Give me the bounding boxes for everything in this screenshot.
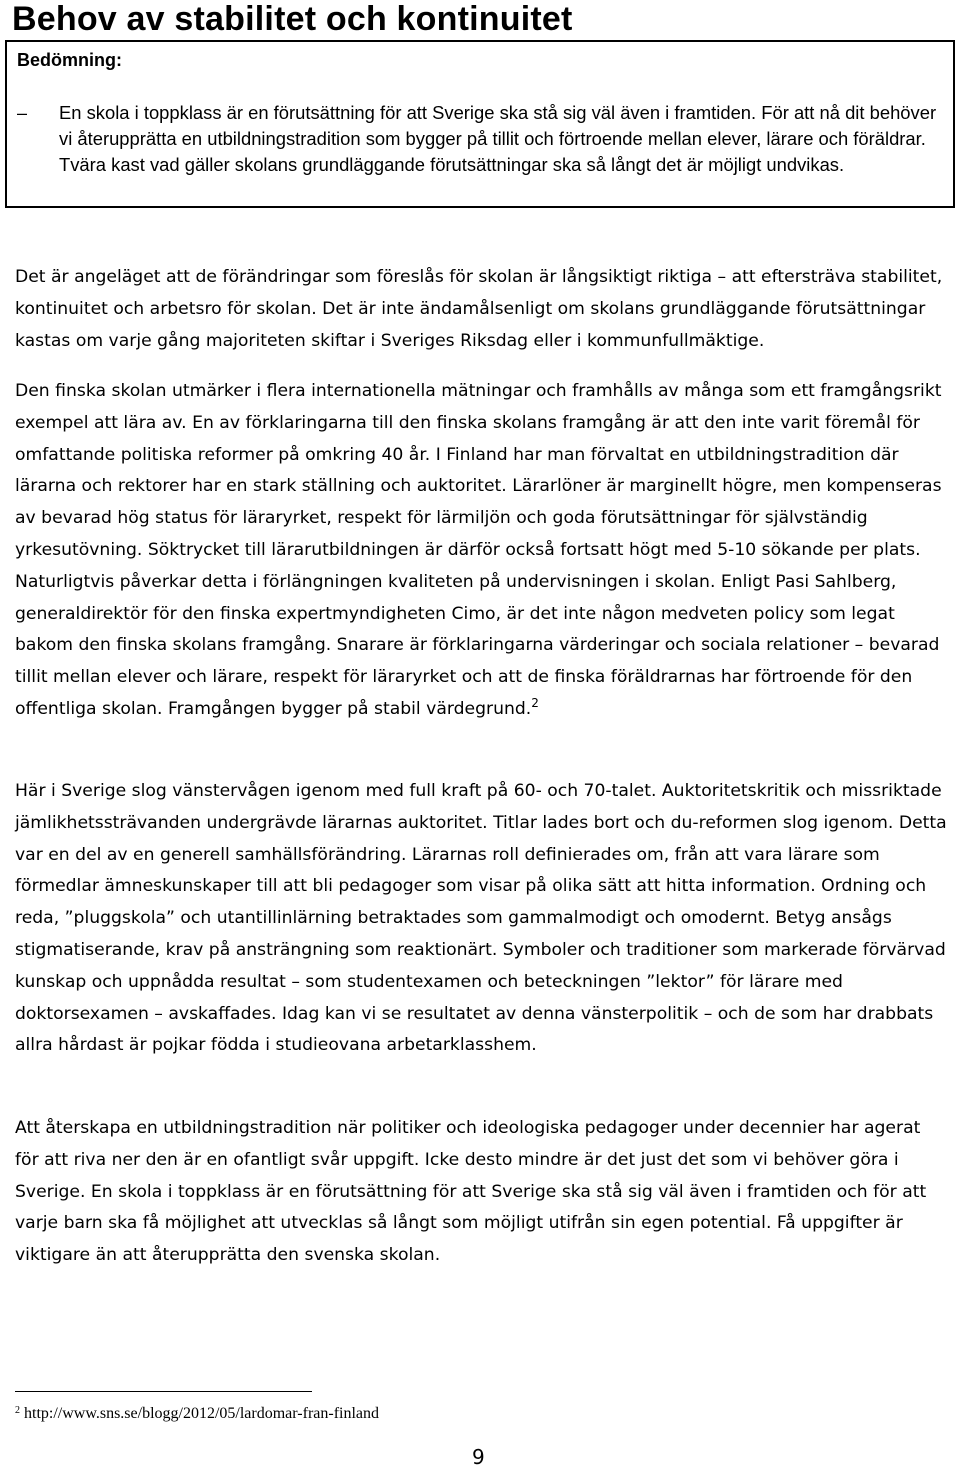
footnote-reference[interactable]: 2 [531, 695, 539, 710]
paragraph-stability: Det är angeläget att de förändringar som föreslås för skolan är långsiktigt riktiga – att eftersträva stabilitet, kontinuitet och arbetsro för skolan. Det är inte ändamålsenligt om skolans grundläggande förutsättningar kastas om varje gång majoriteten skiftar i Sveriges Riksdag eller i kommunfullmäktige. [15, 267, 943, 351]
assessment-text: En skola i toppklass är en förutsättning för att Sverige ska stå sig väl även i framtiden. För att nå dit behöver vi återupprätta en utbildningstradition som bygger på tillit och förtroende mellan elever, lärare och föräldrar. Tvära kast vad gäller skolans grundläggande förutsättningar ska så långt det är möjligt undvikas. [59, 102, 937, 175]
footnote-separator [15, 1391, 312, 1392]
section-heading: Behov av stabilitet och kontinuitet [12, 0, 573, 38]
assessment-box [5, 40, 955, 208]
paragraph-finnish-school [15, 376, 947, 726]
footnote [15, 1404, 379, 1424]
page-number: 9 [472, 1445, 485, 1469]
paragraph-finnish-school-text: Den finska skolan utmärker i flera internationella mätningar och framhålls av många som ett framgångsrikt exempel att lära av. En av förklaringarna till den finska skolans framgång är att den inte varit föremål för omfattande politiska reformer på omkring 40 år. I Finland har man förvaltat en utbildningstradition där lärarna och rektorer har en stark ställning och auktoritet. Lärarlöner är marginellt högre, men kompenseras av bevarad hög status för läraryrket, respekt för lärmiljön och goda förutsättningar för självständig yrkesutövning. Söktrycket till lärarutbildningen är därför också fortsatt högt med 5-10 sökande per plats. Naturligtvis påverkar detta i förlängningen kvaliteten på undervisningen i skolan. Enligt Pasi Sahlberg, generaldirektör för den finska expertmyndigheten Cimo, är det inte någon medveten policy som legat bakom den finska skolans framgång. Snarare är förklaringarna värderingar och sociala relationer – bevarad tillit mellan elever och lärare, respekt för läraryrket och att de finska föräldrarnas har förtroende för den offentliga skolan. Framgången bygger på stabil värdegrund. [15, 381, 942, 719]
assessment-title: Bedömning: [17, 50, 122, 70]
footnote-link[interactable]: http://www.sns.se/blogg/2012/05/lardomar-fran-finland [24, 1405, 380, 1422]
assessment-item [17, 100, 937, 178]
paragraph-conclusion: Att återskapa en utbildningstradition när politiker och ideologiska pedagoger under decennier har agerat för att riva ner den är en ofantligt svår uppgift. Icke desto mindre är det just det som vi behöver göra i Sverige. En skola i toppklass är en förutsättning för att Sverige ska stå sig väl även i framtiden och för att varje barn ska få möjlighet att utvecklas så långt som möjligt utifrån sin egen potential. Få uppgifter är viktigare än att återupprätta den svenska skolan. [15, 1118, 927, 1266]
footnote-number: 2 [15, 1405, 20, 1416]
dash-bullet: – [17, 103, 28, 123]
paragraph-sweden-history: Här i Sverige slog vänstervågen igenom med full kraft på 60- och 70-talet. Auktoritetskritik och missriktade jämlikhetssträvanden undergrävde lärarnas auktoritet. Titlar lades bort och du-reformen slog igenom. Detta var en del av en generell samhällsförändring. Lärarnas roll definierades om, från att vara lärare som förmedlar ämneskunskaper till att bli pedagoger som visar på olika sätt att hitta information. Ordning och reda, ”pluggskola” och utantillinlärning betraktades som gammalmodigt och omodernt. Betyg ansågs stigmatiserande, krav på ansträngning som reaktionärt. Symboler och traditioner som markerade förvärvad kunskap och uppnådda resultat – som studentexamen och beteckningen ”lektor” för lärare med doktorsexamen – avskaffades. Idag kan vi se resultatet av denna vänsterpolitik – och de som har drabbats allra hårdast är pojkar födda i studieovana arbetarklasshem. [15, 781, 947, 1056]
